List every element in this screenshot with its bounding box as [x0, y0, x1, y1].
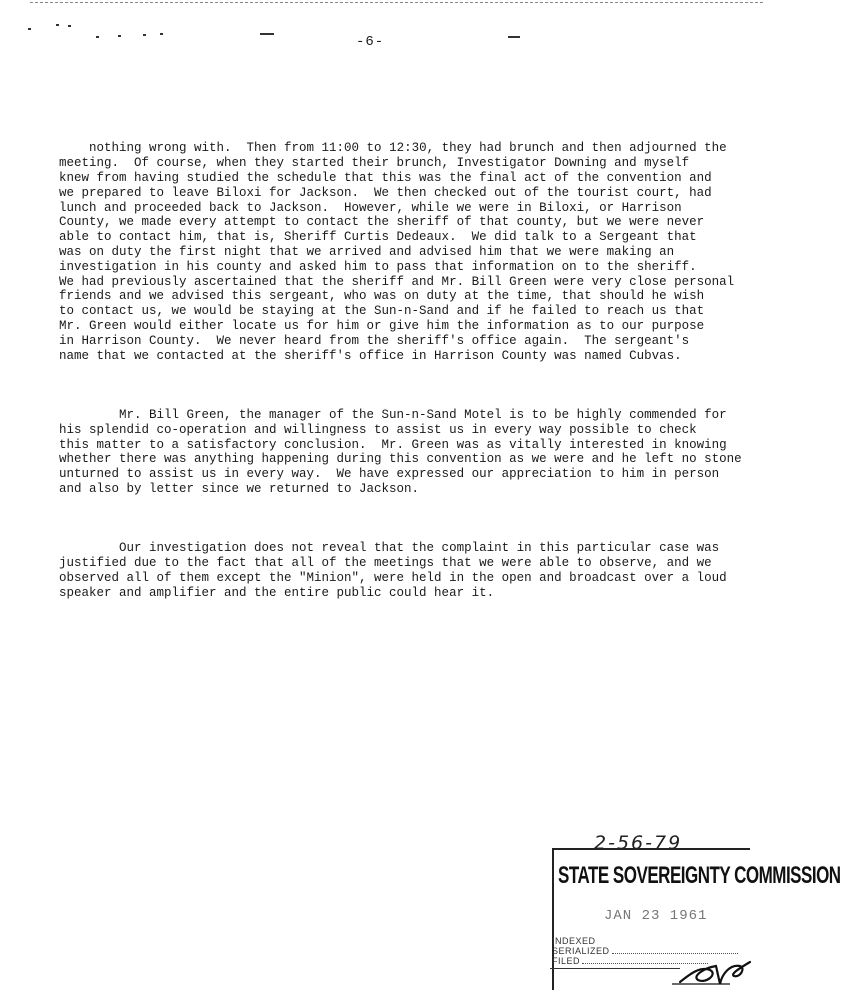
top-edge-dashes [30, 2, 763, 3]
paragraph-2 [59, 408, 745, 497]
stamp-rule [550, 968, 680, 969]
text-line: nothing wrong with. Then from 11:00 to 12:30, they had brunch and then adjourned the [89, 141, 727, 156]
text-line: and also by letter since we returned to Jackson. [59, 481, 420, 496]
text-line: Our investigation does not reveal that the complaint in this particular case was [59, 541, 720, 556]
text-line: name that we contacted at the sheriff's office in Harrison County was named Cubvas. [59, 348, 682, 363]
document-body [59, 97, 745, 630]
text-line: Mr. Bill Green, the manager of the Sun-n-Sand Motel is to be highly commended for [59, 407, 727, 422]
stamp-serial-number: 2-56-79 [594, 832, 683, 854]
page-number: -6- [356, 34, 385, 50]
paragraph-1 [59, 127, 745, 364]
stamp-date: JAN 23 1961 [604, 908, 708, 924]
stamp-field-indexed [552, 936, 596, 946]
text-line: in Harrison County. We never heard from the sheriff's office again. The sergeant's [59, 333, 690, 348]
text-line: observed all of them except the "Minion", were held in the open and broadcast over a loud [59, 570, 727, 585]
paragraph-3 [59, 541, 745, 600]
text-line: meeting. Of course, when they started their brunch, Investigator Downing and myself [59, 156, 690, 171]
text-line: We had previously ascertained that the sheriff and Mr. Bill Green were very close personal [59, 274, 735, 289]
text-line: we prepared to leave Biloxi for Jackson. We then checked out of the tourist court, had [59, 185, 712, 200]
text-line: able to contact him, that is, Sheriff Curtis Dedeaux. We did talk to a Sergeant that [59, 230, 697, 245]
text-line: was on duty the first night that we arrived and advised him that we were making an [59, 244, 675, 259]
stamp-field-label: SERIALIZED [552, 946, 610, 956]
text-line: unturned to assist us in every way. We have expressed our appreciation to him in person [59, 467, 720, 482]
text-line: speaker and amplifier and the entire public could hear it. [59, 585, 495, 600]
scan-specks [28, 22, 548, 42]
stamp-agency-name: STATE SOVEREIGNTY COMMISSION [558, 862, 841, 889]
handwritten-initials [670, 944, 754, 989]
text-line: investigation in his county and asked him to pass that information on to the sheriff. [59, 259, 697, 274]
text-line: Mr. Green would either locate us for him or give him the information as to our purpose [59, 318, 705, 333]
stamp-field-label: INDEXED [552, 936, 596, 946]
text-line: his splendid co-operation and willingness to assist us in every way possible to check [59, 422, 697, 437]
text-line: to contact us, we would be staying at the Sun-n-Sand and if he failed to reach us that [59, 304, 705, 319]
commission-stamp [544, 832, 841, 989]
stamp-field-label: FILED [552, 956, 581, 966]
text-line: lunch and proceeded back to Jackson. However, while we were in Biloxi, or Harrison [59, 200, 682, 215]
text-line: whether there was anything happening during this convention as we were and he left no stone [59, 452, 742, 467]
text-line: justified due to the fact that all of the meetings that we were able to observe, and we [59, 556, 712, 571]
text-line: friends and we advised this sergeant, who was on duty at the time, that should he wish [59, 289, 705, 304]
text-line: knew from having studied the schedule that this was the final act of the convention and [59, 170, 712, 185]
text-line: County, we made every attempt to contact the sheriff of that county, but we were never [59, 215, 705, 230]
text-line: this matter to a satisfactory conclusion. Mr. Green was as vitally interested in knowing [59, 437, 727, 452]
